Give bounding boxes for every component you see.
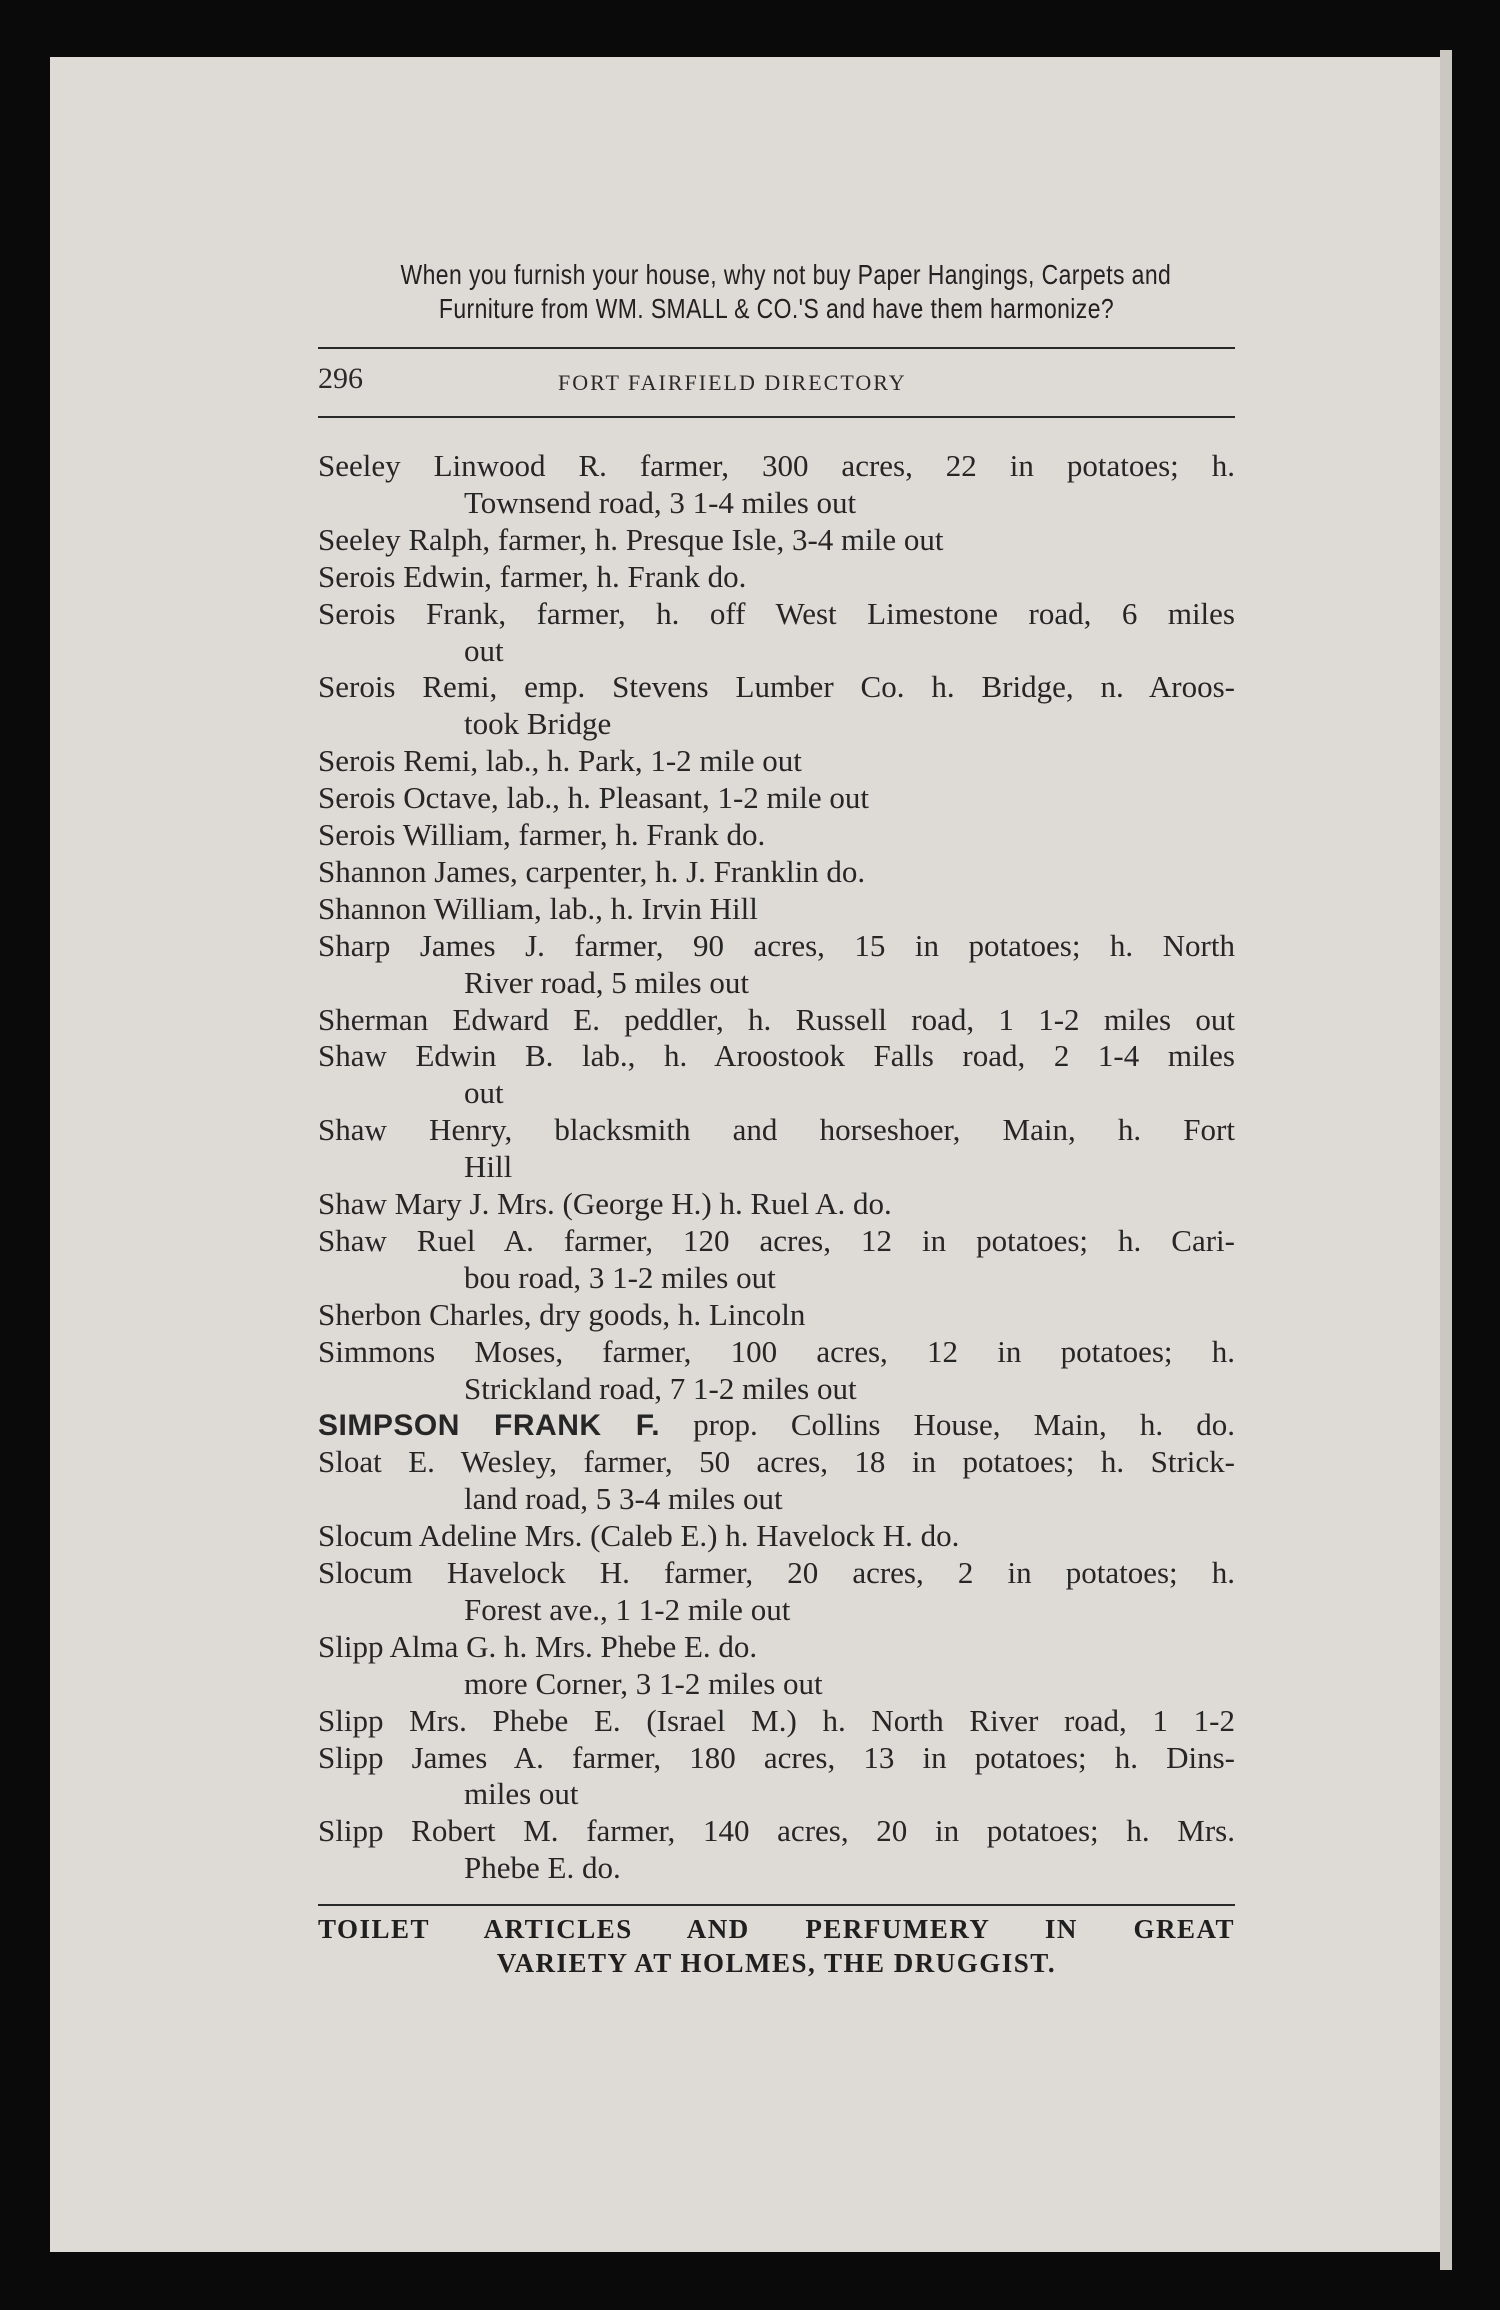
entry-line [318,1629,1235,1666]
entry-text: Phebe E. do. [464,1850,621,1886]
bottom-ad-line-2: VARIETY AT HOLMES, THE DRUGGIST. [496,1948,1057,1978]
entry-line [318,1297,1235,1334]
entry-text: prop. Collins House, Main, h. do. [693,1407,1235,1443]
entry-text: Sherbon Charles, dry goods, h. Lincoln [318,1296,806,1332]
entry-line [318,1334,1235,1371]
entry-continuation-line [318,1260,1235,1297]
running-title: FORT FAIRFIELD DIRECTORY [558,370,907,395]
page-number: 296 [318,362,363,395]
entry-continuation-line [318,633,1235,670]
entry-continuation-line [318,1371,1235,1408]
entry-line [318,1002,1235,1039]
directory-entry [318,1740,1235,1814]
directory-entry [318,522,1235,559]
directory-entry [318,1297,1235,1334]
directory-entry [318,891,1235,928]
entry-text: Slocum Havelock H. farmer, 20 acres, 2 in potatoes; h. [318,1555,1235,1591]
entry-text: Shaw Mary J. Mrs. (George H.) h. Ruel A. do. [318,1186,892,1222]
entry-text: Serois Remi, lab., h. Park, 1-2 mile out [318,743,802,779]
entry-text: more Corner, 3 1-2 miles out [464,1665,823,1701]
entry-text: Sherman Edward E. peddler, h. Russell road, 1 1-2 miles out [318,1001,1235,1037]
entry-text: Serois Edwin, farmer, h. Frank do. [318,558,747,594]
directory-entry [318,669,1235,743]
entry-line [318,1555,1235,1592]
directory-entry [318,1334,1235,1408]
top-ad-line-2: Furniture from WM. SMALL & CO.'S and have them harmonize? [438,293,1115,324]
entry-text: Serois Remi, emp. Stevens Lumber Co. h. Bridge, n. Aroos- [318,669,1235,705]
entry-text: Simmons Moses, farmer, 100 acres, 12 in potatoes; h. [318,1333,1235,1369]
header-rule-top [318,347,1235,349]
top-ad-line-1: When you furnish your house, why not buy Paper Hangings, Carpets and [400,259,1172,290]
directory-entry [318,780,1235,817]
entry-line [318,1740,1235,1777]
entry-text: Townsend road, 3 1-4 miles out [464,484,857,520]
entry-text: Serois William, farmer, h. Frank do. [318,817,766,853]
entry-line [318,891,1235,928]
footer-rule [318,1904,1235,1906]
entry-line [318,1813,1235,1850]
directory-entries [318,448,1235,1887]
entry-continuation-line [318,1075,1235,1112]
entry-text: Slipp James A. farmer, 180 acres, 13 in potatoes; h. Dins- [318,1739,1235,1775]
entry-text: Serois Frank, farmer, h. off West Limestone road, 6 miles [318,595,1235,631]
directory-entry [318,1407,1235,1444]
entry-bold-name: SIMPSON FRANK F. [318,1409,661,1443]
entry-text: bou road, 3 1-2 miles out [464,1259,776,1295]
directory-entry [318,817,1235,854]
entry-text: Forest ave., 1 1-2 mile out [464,1591,791,1627]
entry-line [318,448,1235,485]
directory-entry [318,1038,1235,1112]
entry-text: out [464,632,504,668]
entry-continuation-line [318,1776,1235,1813]
top-advertisement [400,258,1172,326]
header-rule-bottom [318,416,1235,418]
entry-continuation-line [318,1481,1235,1518]
entry-text: Slipp Mrs. Phebe E. (Israel M.) h. North River road, 1 1-2 [318,1702,1235,1738]
entry-continuation-line [318,1850,1235,1887]
entry-line [318,669,1235,706]
entry-text: Sharp James J. farmer, 90 acres, 15 in potatoes; h. North [318,927,1235,963]
entry-text: Shaw Henry, blacksmith and horseshoer, Main, h. Fort [318,1112,1235,1148]
entry-text: Slipp Alma G. h. Mrs. Phebe E. do. [318,1628,758,1664]
directory-entry [318,1223,1235,1297]
entry-text: miles out [464,1776,579,1812]
bottom-advertisement [318,1912,1235,1980]
entry-text: Shannon James, carpenter, h. J. Franklin do. [318,853,866,889]
entry-text: took Bridge [464,706,612,742]
directory-entry [318,1186,1235,1223]
directory-entry [318,596,1235,670]
entry-text: Strickland road, 7 1-2 miles out [464,1370,857,1406]
entry-line [318,1186,1235,1223]
entry-line [318,1703,1235,1740]
entry-continuation-line [318,485,1235,522]
entry-text: Seeley Linwood R. farmer, 300 acres, 22 in potatoes; h. [318,448,1235,483]
entry-text: Shaw Ruel A. farmer, 120 acres, 12 in potatoes; h. Cari- [318,1222,1235,1258]
entry-line [318,1112,1235,1149]
entry-text: Hill [464,1149,513,1185]
entry-line [318,854,1235,891]
directory-entry [318,1555,1235,1629]
entry-line [318,596,1235,633]
entry-continuation-line [318,1149,1235,1186]
entry-line [318,780,1235,817]
entry-text: Slipp Robert M. farmer, 140 acres, 20 in potatoes; h. Mrs. [318,1813,1235,1849]
bottom-ad-line-1: TOILET ARTICLES AND PERFUMERY IN GREAT [318,1914,1235,1944]
entry-line [318,1444,1235,1481]
entry-text: River road, 5 miles out [464,964,749,1000]
page-edge [1440,50,1452,2270]
directory-entry [318,559,1235,596]
directory-entry [318,854,1235,891]
directory-entry [318,448,1235,522]
entry-text: land road, 5 3-4 miles out [464,1481,783,1517]
entry-line [318,928,1235,965]
entry-continuation-line [318,1666,1235,1703]
entry-line [318,522,1235,559]
directory-entry [318,1703,1235,1740]
entry-line [318,817,1235,854]
directory-entry [318,1112,1235,1186]
entry-line [318,743,1235,780]
entry-line [318,559,1235,596]
entry-text: Shannon William, lab., h. Irvin Hill [318,890,758,926]
entry-text: Slocum Adeline Mrs. (Caleb E.) h. Havelock H. do. [318,1518,960,1554]
directory-entry [318,1002,1235,1039]
directory-entry [318,928,1235,1002]
entry-line [318,1407,1235,1444]
entry-text: Sloat E. Wesley, farmer, 50 acres, 18 in potatoes; h. Strick- [318,1444,1235,1480]
directory-entry [318,743,1235,780]
entry-line [318,1518,1235,1555]
entry-text: out [464,1075,504,1111]
entry-text: Seeley Ralph, farmer, h. Presque Isle, 3-4 mile out [318,521,944,557]
directory-entry [318,1518,1235,1555]
entry-text: Shaw Edwin B. lab., h. Aroostook Falls road, 2 1-4 miles [318,1038,1235,1074]
entry-continuation-line [318,706,1235,743]
entry-continuation-line [318,1592,1235,1629]
directory-entry [318,1629,1235,1703]
directory-entry [318,1813,1235,1887]
entry-line [318,1223,1235,1260]
entry-line [318,1038,1235,1075]
entry-text: Serois Octave, lab., h. Pleasant, 1-2 mile out [318,780,869,816]
entry-continuation-line [318,965,1235,1002]
directory-entry [318,1444,1235,1518]
